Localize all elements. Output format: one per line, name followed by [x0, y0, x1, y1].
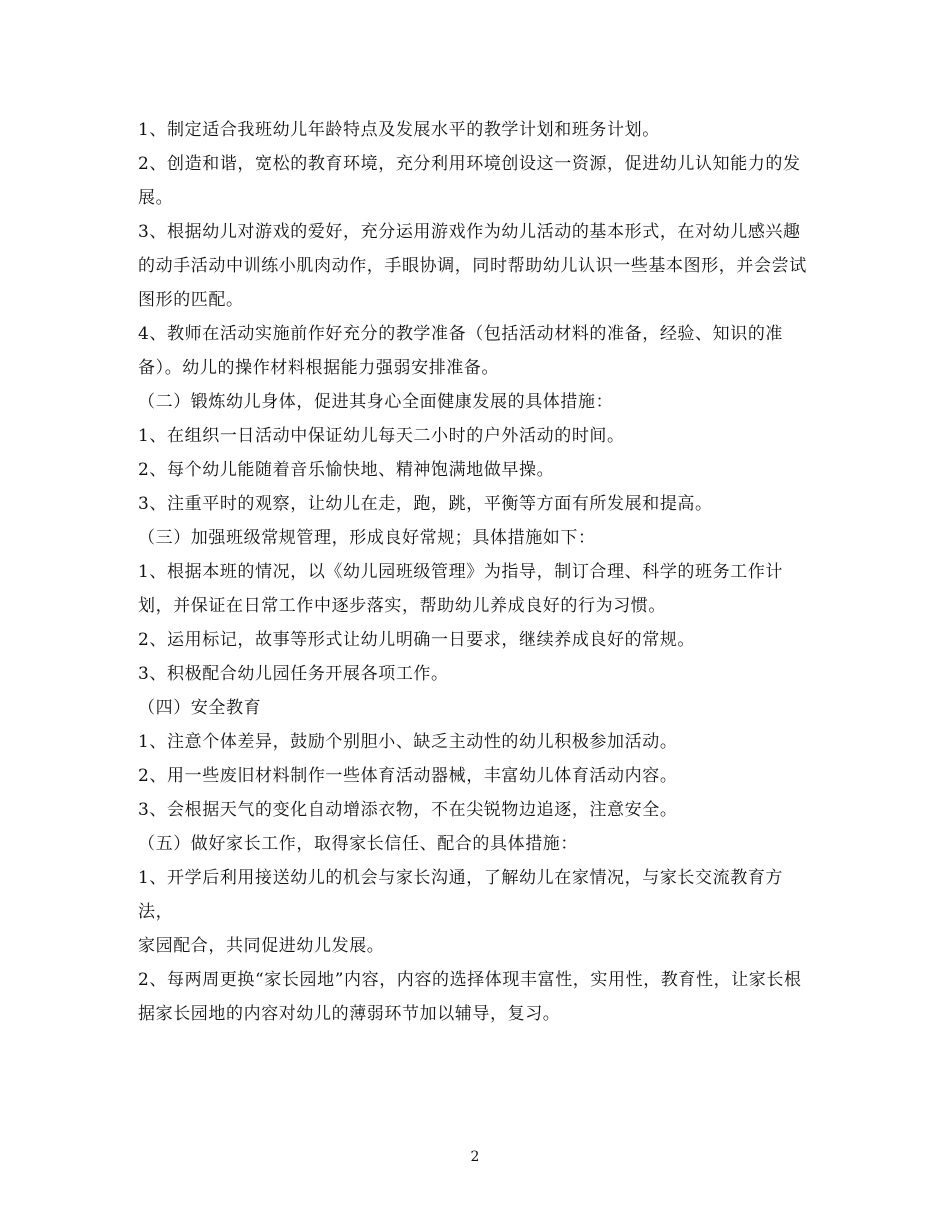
paragraph-routine-1: 1、根据本班的情况，以《幼儿园班级管理》为指导，制订合理、科学的班务工作计划，并保证在日常工作中逐步落实，帮助幼儿养成良好的行为习惯。	[138, 562, 784, 616]
paragraph-parents-1-cont: 家园配合，共同促进幼儿发展。	[138, 936, 385, 956]
paragraph-safety-1: 1、注意个体差异，鼓励个别胆小、缺乏主动性的幼儿积极参加活动。	[138, 732, 678, 752]
section-heading-5: （五）做好家长工作，取得家长信任、配合的具体措施：	[138, 834, 578, 854]
paragraph-plan-2: 2、创造和谐，宽松的教育环境，充分利用环境创设这一资源，促进幼儿认知能力的发展。	[138, 154, 801, 208]
section-heading-3: （三）加强班级常规管理，形成良好常规；具体措施如下：	[138, 528, 596, 548]
paragraph-safety-3: 3、会根据天气的变化自动增添衣物，不在尖锐物边追逐，注意安全。	[138, 800, 678, 820]
section-heading-4: （四）安全教育	[138, 698, 262, 718]
paragraph-parents-1: 1、开学后利用接送幼儿的机会与家长沟通，了解幼儿在家情况，与家长交流教育方法，	[138, 868, 784, 922]
paragraph-exercise-2: 2、每个幼儿能随着音乐愉快地、精神饱满地做早操。	[138, 460, 555, 480]
paragraph-plan-3: 3、根据幼儿对游戏的爱好，充分运用游戏作为幼儿活动的基本形式，在对幼儿感兴趣的动手活动中训练小肌肉动作，手眼协调，同时帮助幼儿认识一些基本图形，并会尝试图形的匹配。	[138, 222, 807, 310]
document-body	[138, 113, 813, 1031]
paragraph-parents-2: 2、每两周更换“家长园地”内容，内容的选择体现丰富性，实用性，教育性，让家长根据家长园地的内容对幼儿的薄弱环节加以辅导，复习。	[138, 970, 802, 1024]
page-number: 2	[470, 1149, 480, 1165]
paragraph-safety-2: 2、用一些废旧材料制作一些体育活动器械，丰富幼儿体育活动内容。	[138, 766, 678, 786]
paragraph-plan-4: 4、教师在活动实施前作好充分的教学准备（包括活动材料的准备，经验、知识的准备）。幼儿的操作材料根据能力强弱安排准备。	[138, 324, 784, 378]
paragraph-routine-3: 3、积极配合幼儿园任务开展各项工作。	[138, 664, 449, 684]
paragraph-plan-1: 1、制定适合我班幼儿年龄特点及发展水平的教学计划和班务计划。	[138, 120, 660, 140]
paragraph-exercise-1: 1、在组织一日活动中保证幼儿每天二小时的户外活动的时间。	[138, 426, 625, 446]
section-heading-2: （二）锻炼幼儿身体，促进其身心全面健康发展的具体措施：	[138, 392, 614, 412]
paragraph-exercise-3: 3、注重平时的观察，让幼儿在走，跑，跳，平衡等方面有所发展和提高。	[138, 494, 713, 514]
paragraph-routine-2: 2、运用标记，故事等形式让幼儿明确一日要求，继续养成良好的常规。	[138, 630, 696, 650]
